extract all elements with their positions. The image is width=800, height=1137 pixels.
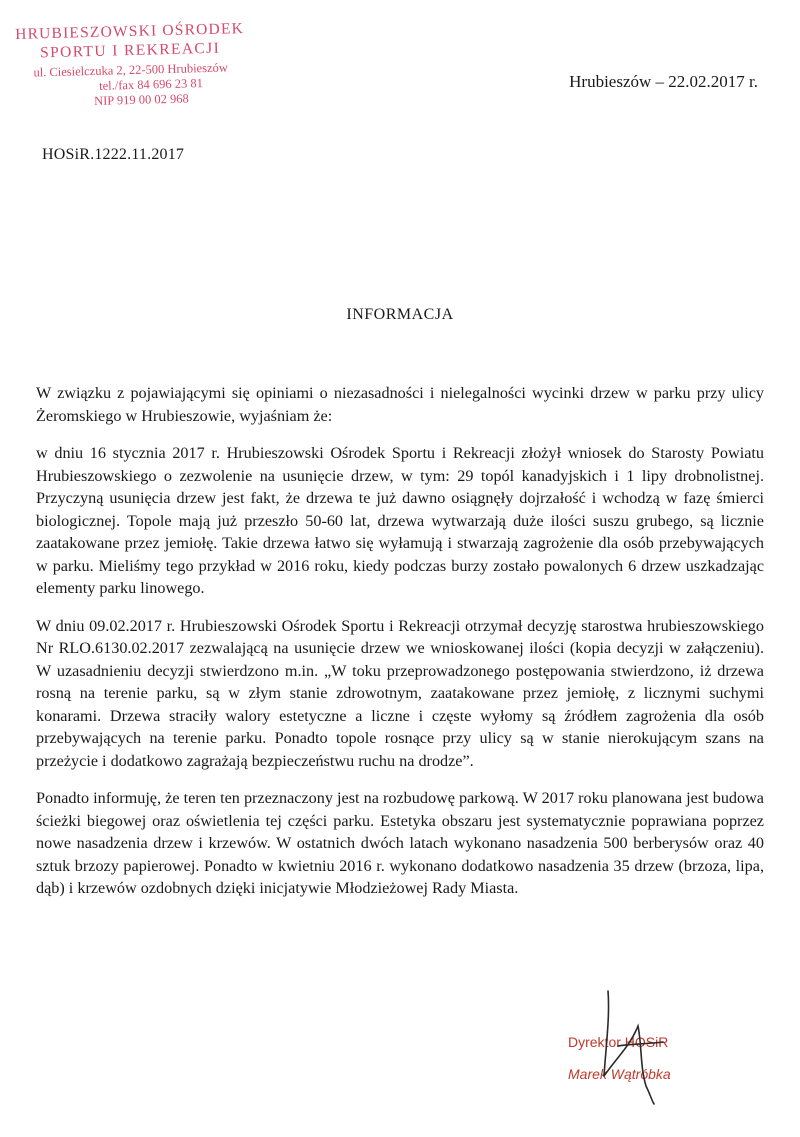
- stamp-line-address: ul. Ciesielczuka 2, 22-500 Hrubieszów: [33, 60, 228, 80]
- document-body: [36, 382, 764, 915]
- paragraph-application: w dniu 16 stycznia 2017 r. Hrubieszowski Ośrodek Sportu i Rekreacji złożył wniosek do Starosty Powiatu Hrubieszowskiego o zezwolenie na usunięcie drzew, w tym: 29 topól kanadyjskich i 1 lipy drobnolistnej. Przyczyną usunięcia drzew jest fakt, że drzewa te już dawno osiągnęły dojrzałość i wchodzą w fazę śmierci biologicznej. Topole mają już przeszło 50-60 lat, drzewa wytwarzają duże ilości suszu grubego, są licznie zaatakowane przez jemiołę. Takie drzewa łatwo się wyłamują i stwarzają zagrożenie dla osób przebywających w parku. Mieliśmy tego przykład w 2016 roku, kiedy podczas burzy zostało powalonych 6 drzew uszkadzając elementy parku linowego.: [36, 444, 764, 597]
- signature-block: [568, 1034, 728, 1082]
- paragraph-plans: Ponadto informuję, że teren ten przeznaczony jest na rozbudowę parkową. W 2017 roku planowana jest budowa ścieżki biegowej oraz oświetlenia tej części parku. Estetyka obszaru jest systematycznie poprawiana poprzez nowe nasadzenia drzew i krzewów. W ostatnich dwóch latach wykonano nasadzenia 500 berberysów oraz 40 sztuk brzozy papierowej. Ponadto w kwietniu 2016 r. wykonano dodatkowo nasadzenia 35 drzew (brzoza, lipa, dąb) i krzewów ozdobnych dzięki inicjatywie Młodzieżowej Rady Miasta.: [36, 789, 764, 897]
- handwritten-signature-icon: [568, 986, 688, 1106]
- stamp-line-name: HRUBIESZOWSKI OŚRODEK: [15, 20, 245, 44]
- stamp-line-name2: SPORTU I REKREACJI: [39, 39, 221, 62]
- document-title: INFORMACJA: [346, 306, 454, 323]
- reference-number: HOSiR.1222.11.2017: [42, 146, 185, 163]
- paragraph-decision: W dniu 09.02.2017 r. Hrubieszowski Ośrodek Sportu i Rekreacji otrzymał decyzję starostwa hrubieszowskiego Nr RLO.6130.02.2017 zezwalającą na usunięcie drzew we wnioskowanej ilości (kopia decyzji w załączeniu). W uzasadnieniu decyzji stwierdzono m.in. „W toku przeprowadzonego postępowania stwierdzono, iż drzewa rosną na terenie parku, są w złym stanie zdrowotnym, zaatakowane przez jemiołę, z licznymi suchymi konarami. Drzewa straciły walory estetyczne a liczne i częste wyłomy są źródłem zagrożenia dla osób przebywających na terenie parku. Ponadto topole rosnące przy ulicy są w stanie nierokującym szans na przeżycie i dodatkowo zagrażają bezpieczeństwu ruchu na drodze”.: [36, 616, 764, 770]
- paragraph-intro: W związku z pojawiającymi się opiniami o niezasadności i nielegalności wycinki drzew w parku przy ulicy Żeromskiego w Hrubieszowie, wyjaśniam że:: [36, 384, 764, 425]
- stamp-line-phone: tel./fax 84 696 23 81: [98, 76, 204, 93]
- stamp-line-nip: NIP 919 00 02 968: [93, 91, 189, 108]
- place-date: Hrubieszów – 22.02.2017 r.: [569, 72, 758, 91]
- institution-stamp: [7, 19, 254, 111]
- signature-name: Marek Wątróbka: [568, 1066, 671, 1082]
- signature-role: Dyrektor HOSiR: [568, 1034, 669, 1050]
